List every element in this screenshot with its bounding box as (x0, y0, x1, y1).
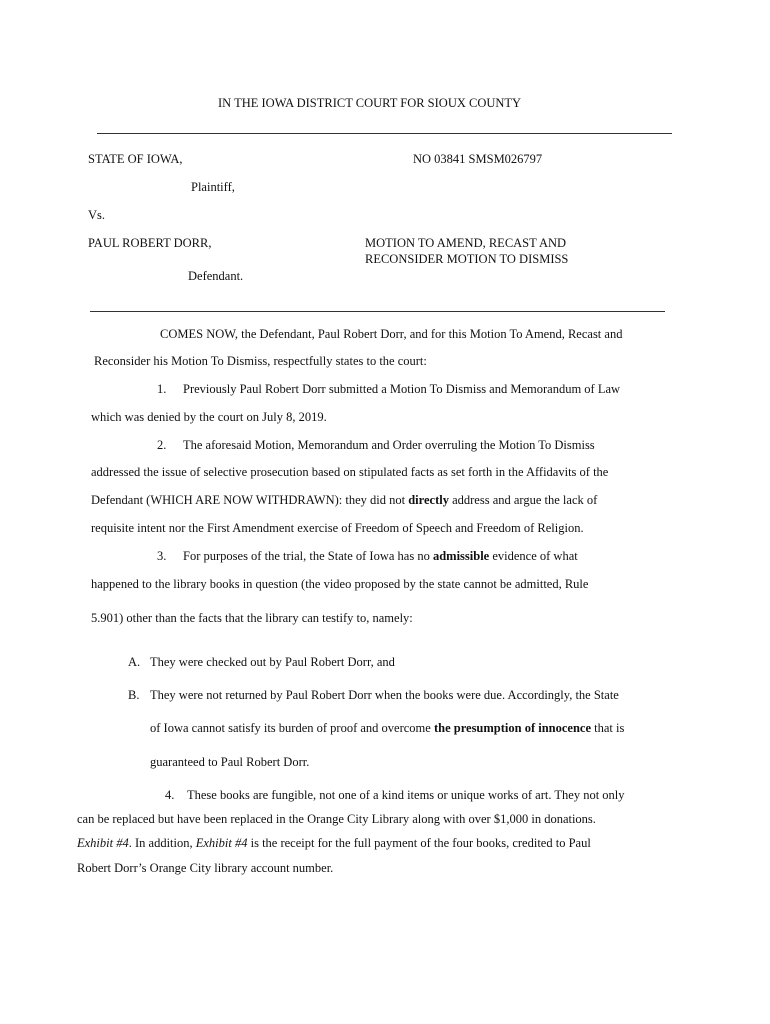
para1-line2: which was denied by the court on July 8, 2019. (91, 410, 327, 424)
para2-line3-post: address and argue the lack of (448, 493, 598, 507)
para4-line4: Robert Dorr’s Orange City library account number. (77, 861, 334, 875)
versus-label: Vs. (88, 208, 106, 222)
plaintiff-name: STATE OF IOWA, (88, 152, 183, 166)
para4-line2: can be replaced but have been replaced in the Orange City Library along with over $1,000 in donations. (77, 812, 596, 826)
motion-title-line2: RECONSIDER MOTION TO DISMISS (365, 252, 569, 266)
court-header: IN THE IOWA DISTRICT COURT FOR SIOUX COUNTY (218, 96, 522, 110)
para4-line1: These books are fungible, not one of a kind items or unique works of art. They not only (187, 788, 625, 802)
para4-line3-post: is the receipt for the full payment of the four books, credited to Paul (247, 836, 591, 850)
defendant-name: PAUL ROBERT DORR, (88, 236, 212, 250)
para2-line3 (91, 494, 597, 507)
sub-b-line2-pre: of Iowa cannot satisfy its burden of proof and overcome (150, 721, 434, 735)
sub-b-line2-post: that is (591, 721, 625, 735)
sub-b-line2 (150, 722, 624, 735)
intro-line2: Reconsider his Motion To Dismiss, respectfully states to the court: (94, 354, 427, 368)
case-number: NO 03841 SMSM026797 (413, 152, 543, 166)
para2-number: 2. (157, 438, 167, 452)
motion-title-line1: MOTION TO AMEND, RECAST AND (365, 236, 567, 250)
para3-line1-pre: For purposes of the trial, the State of Iowa has no (183, 549, 433, 563)
caption-bottom-rule (90, 311, 665, 312)
para2-line4: requisite intent nor the First Amendment exercise of Freedom of Speech and Freedom of Religion. (91, 521, 584, 535)
para2-line1: The aforesaid Motion, Memorandum and Order overruling the Motion To Dismiss (183, 438, 595, 452)
para2-line3-bold: directly (408, 493, 449, 507)
defendant-role: Defendant. (188, 269, 244, 283)
para2-line2: addressed the issue of selective prosecution based on stipulated facts as set forth in the Affidavits of the (91, 465, 609, 479)
sub-a-letter: A. (128, 655, 141, 669)
para1-line1: Previously Paul Robert Dorr submitted a Motion To Dismiss and Memorandum of Law (183, 382, 621, 396)
para3-line1 (183, 550, 578, 563)
sub-b-line2-bold: the presumption of innocence (433, 721, 592, 735)
para3-line2: happened to the library books in question (the video proposed by the state cannot be admitted, Rule (91, 577, 589, 591)
para3-line3: 5.901) other than the facts that the library can testify to, namely: (91, 611, 413, 625)
intro-line1: COMES NOW, the Defendant, Paul Robert Dorr, and for this Motion To Amend, Recast and (160, 327, 623, 341)
sub-b-line3: guaranteed to Paul Robert Dorr. (150, 755, 310, 769)
para4-number: 4. (165, 788, 175, 802)
plaintiff-role: Plaintiff, (191, 180, 235, 194)
sub-a-text: They were checked out by Paul Robert Dorr, and (150, 655, 395, 669)
para3-line1-bold: admissible (432, 549, 490, 563)
sub-b-line1: They were not returned by Paul Robert Dorr when the books were due. Accordingly, the State (150, 688, 619, 702)
para4-line3 (77, 837, 591, 850)
exhibit-ref-2: Exhibit #4 (195, 836, 248, 850)
exhibit-ref-1: Exhibit #4 (77, 836, 129, 850)
para1-number: 1. (157, 382, 167, 396)
caption-top-rule (97, 133, 672, 134)
para3-number: 3. (157, 549, 167, 563)
para4-line3-mid: . In addition, (128, 836, 196, 850)
para2-line3-pre: Defendant (WHICH ARE NOW WITHDRAWN): they did not (91, 493, 409, 507)
para3-line1-post: evidence of what (489, 549, 578, 563)
sub-b-letter: B. (128, 688, 140, 702)
